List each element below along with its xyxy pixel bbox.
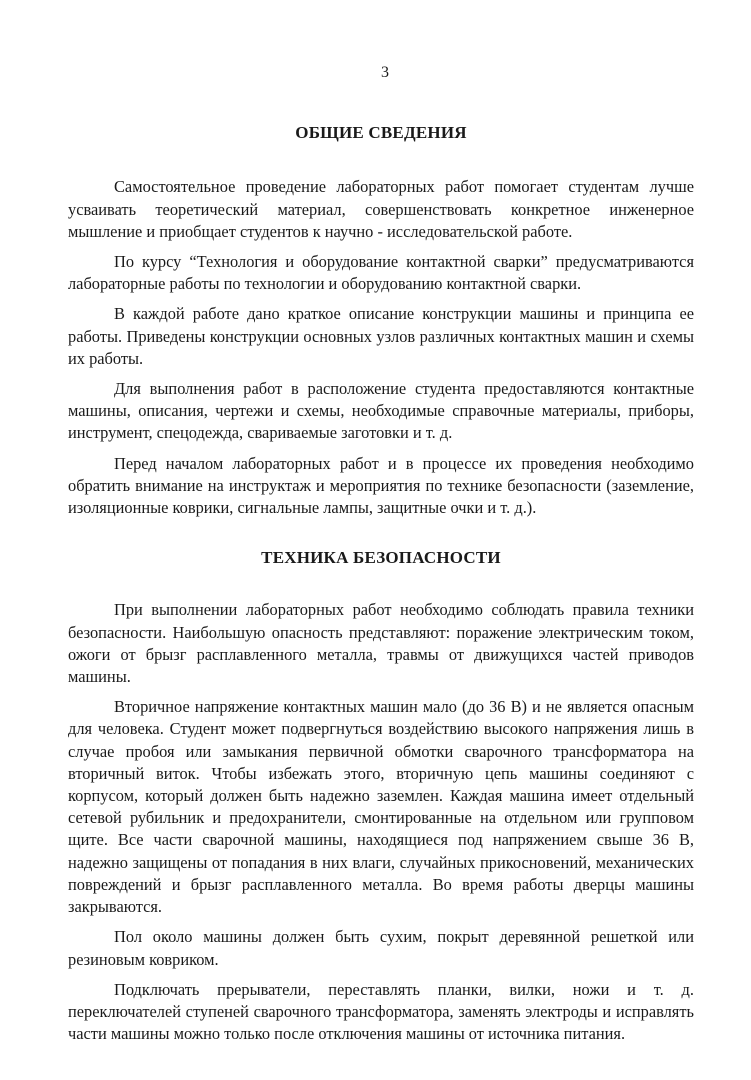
paragraph: В каждой работе дано краткое описание конструкции машины и принципа ее работы. Приведены конструкции основных узлов различных контактных машин и схемы их работы.	[68, 304, 694, 368]
document-page	[68, 62, 694, 1045]
section-general-info	[68, 176, 694, 519]
section-safety	[68, 599, 694, 1045]
paragraph: При выполнении лабораторных работ необходимо соблюдать правила техники безопасности. Наибольшую опасность представляют: поражение электрическим током, ожоги от брызг расплавленного металла, травмы от движущихся частей приводов машины.	[68, 600, 694, 687]
paragraph: Пол около машины должен быть сухим, покрыт деревянной решеткой или резиновым ковриком.	[68, 927, 694, 969]
section-title-safety: ТЕХНИКА БЕЗОПАСНОСТИ	[261, 548, 501, 568]
paragraph: Вторичное напряжение контактных машин мало (до 36 В) и не является опасным для человека. Студент может подвергнуться воздействию высокого напряжения лишь в случае пробоя или замыкания первичной обмотки сварочного трансформатора на вторичный виток. Чтобы избежать этого, вторичную цепь машины соединяют с корпусом, который должен быть надежно заземлен. Каждая машина имеет отдельный сетевой рубильник и предохранители, смонтированные на отдельном или групповом щите. Все части сварочной машины, находящиеся под напряжением свыше 36 В, надежно защищены от попадания в них влаги, случайных прикосновений, механических повреждений и брызг расплавленного металла. Во время работы дверцы машины закрываются.	[68, 697, 694, 917]
paragraph: По курсу “Технология и оборудование контактной сварки” предусматриваются лабораторные работы по технологии и оборудованию контактной сварки.	[68, 252, 694, 294]
paragraph: Для выполнения работ в расположение студента предоставляются контактные машины, описания, чертежи и схемы, необходимые справочные материалы, приборы, инструмент, спецодежда, свариваемые заготовки и т. д.	[68, 379, 694, 443]
section-title-general-info: ОБЩИЕ СВЕДЕНИЯ	[295, 123, 467, 143]
paragraph: Подключать прерыватели, переставлять планки, вилки, ножи и т. д. переключателей ступеней сварочного трансформатора, заменять электроды и исправлять части машины можно только после отключения машины от источника питания.	[68, 979, 694, 1044]
paragraph: Перед началом лабораторных работ и в процессе их проведения необходимо обратить внимание на инструктаж и мероприятия по технике безопасности (заземление, изоляционные коврики, сигнальные лампы, защитные очки и т. д.).	[68, 453, 694, 518]
paragraph: Самостоятельное проведение лабораторных работ помогает студентам лучше усваивать теоретический материал, совершенствовать конкретное инженерное мышление и приобщает студентов к научно - исследовательской работе.	[68, 177, 694, 241]
page-number: 3	[381, 64, 389, 81]
